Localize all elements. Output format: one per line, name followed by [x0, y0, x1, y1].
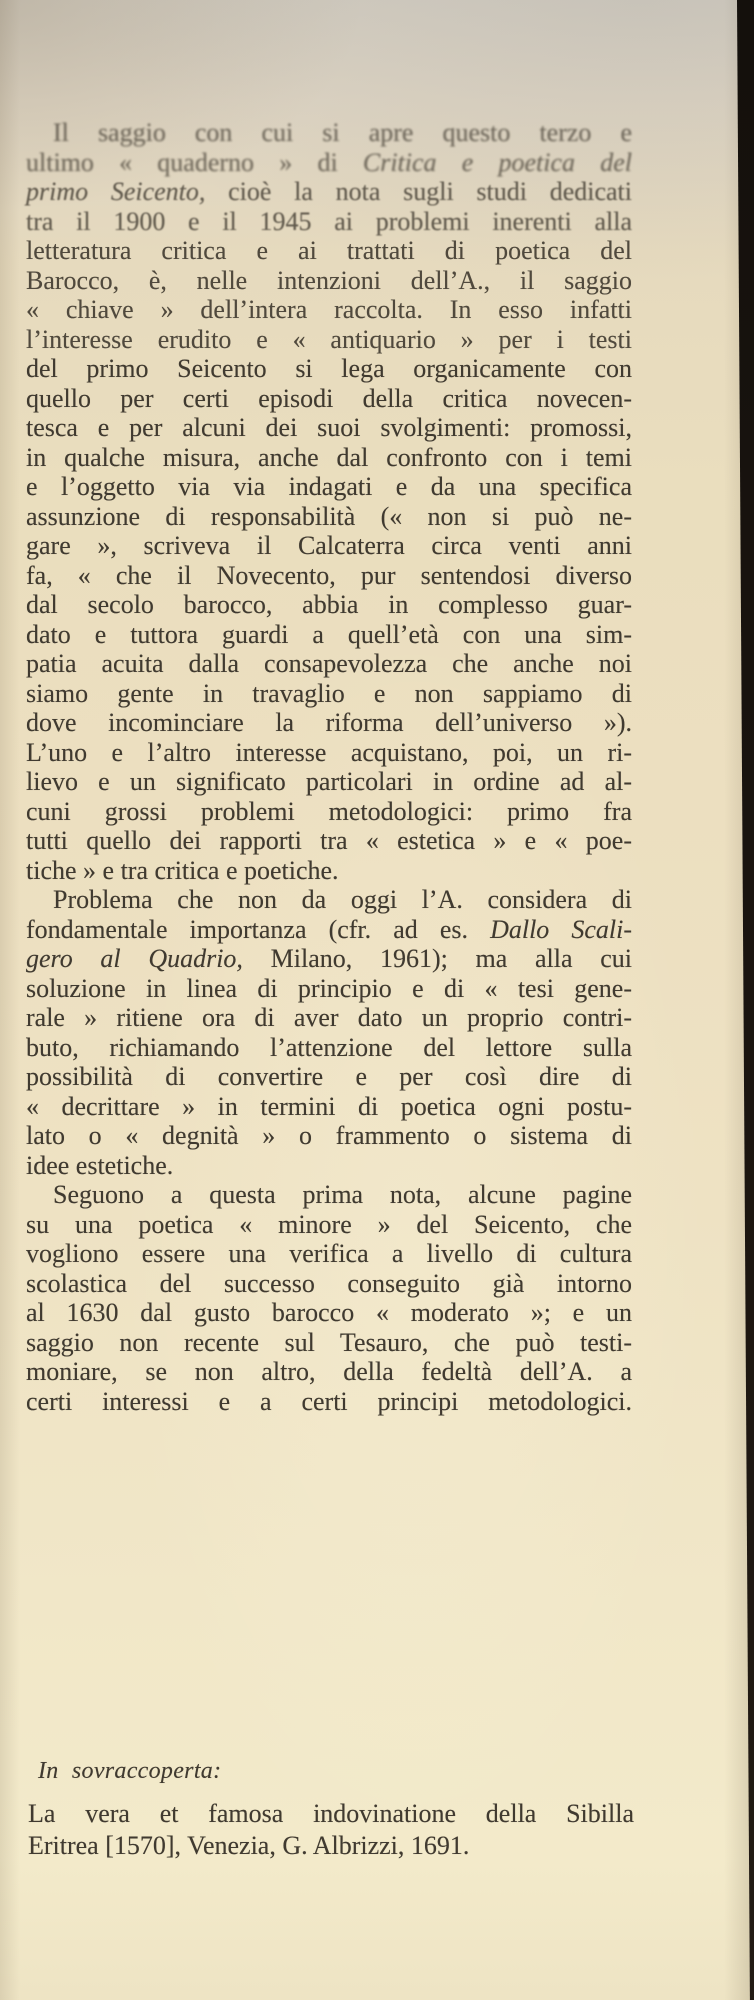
text-segment: siamo gente in travaglio e non sappiamo di [26, 678, 632, 708]
text-line [26, 354, 632, 384]
text-line [26, 502, 632, 532]
italic-text-segment: primo Seicento, [26, 177, 206, 206]
text-line [26, 1092, 632, 1122]
text-line [26, 1210, 632, 1240]
text-segment: La vera et famosa indovinatione della Sibilla [28, 1799, 634, 1828]
text-segment: Eritrea [1570], Venezia, G. Albrizzi, 1691. [28, 1831, 470, 1860]
text-segment: dal secolo barocco, abbia in complesso guar- [26, 590, 632, 619]
text-line [26, 472, 632, 502]
text-segment: tiche » e tra critica e poetiche. [26, 855, 339, 885]
text-line [26, 1151, 632, 1181]
text-segment: L’uno e l’altro interesse acquistano, poi, un ri- [26, 737, 632, 767]
text-line [26, 207, 632, 237]
text-segment: letteratura critica e ai trattati di poetica del [26, 236, 632, 265]
text-segment: saggio non recente sul Tesauro, che può testi- [26, 1327, 632, 1357]
text-segment: lievo e un significato particolari in ordine ad al- [26, 767, 632, 796]
text-segment: su una poetica « minore » del Seicento, che [26, 1209, 632, 1239]
text-segment: del primo Seicento si lega organicamente con [26, 354, 632, 383]
text-line [26, 384, 632, 414]
text-segment: Seguono a questa prima nota, alcune pagine [53, 1180, 632, 1209]
text-segment: dato e tuttora guardi a quell’età con una sim- [26, 619, 632, 649]
text-line [26, 148, 632, 178]
text-line [26, 708, 632, 738]
text-line [26, 679, 632, 709]
text-segment: e l’oggetto via via indagati e da una specifica [26, 472, 632, 501]
text-line [26, 295, 632, 325]
text-line [28, 1798, 634, 1830]
text-line [26, 915, 632, 945]
text-segment: Problema che non da oggi l’A. considera di [53, 885, 632, 914]
text-segment: scolastica del successo conseguito già intorno [26, 1268, 632, 1298]
text-segment: lato o « degnità » o frammento o sistema di [26, 1121, 632, 1150]
italic-text-segment: Dallo Scali- [490, 914, 632, 944]
text-line [26, 413, 632, 443]
text-line [26, 1121, 632, 1151]
text-line [26, 1062, 632, 1092]
text-line [26, 266, 632, 296]
text-line [26, 1387, 632, 1417]
text-line [26, 561, 632, 591]
text-segment: tutti quello dei rapporti tra « estetica » e « poe- [26, 826, 632, 855]
text-segment: cioè la nota sugli studi dedicati [205, 177, 633, 206]
text-segment: certi interessi e a certi principi metodologici. [26, 1386, 632, 1416]
text-segment: tesca e per alcuni dei suoi svolgimenti: promossi, [26, 413, 632, 442]
text-segment: Barocco, è, nelle intenzioni dell’A., il saggio [26, 265, 632, 295]
italic-text-segment: Critica e poetica del [362, 147, 632, 177]
text-segment: al 1630 dal gusto barocco « moderato »; e un [26, 1298, 632, 1327]
text-line [26, 1003, 632, 1033]
colophon-label: In sovraccoperta: [38, 1758, 222, 1784]
colophon [28, 1756, 634, 1862]
text-segment: Milano, 1961); ma alla cui [242, 944, 632, 973]
text-segment: idee estetiche. [26, 1150, 174, 1180]
text-segment: assunzione di responsabilità (« non si può ne- [26, 501, 632, 531]
text-segment: gare », scriveva il Calcaterra circa venti anni [26, 531, 632, 560]
text-segment: moniare, se non altro, della fedeltà dell’A. a [26, 1357, 632, 1386]
text-line [26, 1033, 632, 1063]
text-segment: vogliono essere una verifica a livello di cultura [26, 1239, 632, 1268]
text-segment: fondamentale importanza (cfr. ad es. [26, 914, 491, 944]
text-line [26, 177, 632, 207]
text-line [26, 944, 632, 974]
italic-text-segment: gero al Quadrio, [26, 944, 243, 973]
text-line [26, 118, 632, 148]
text-segment: quello per certi episodi della critica novecen- [26, 383, 632, 413]
text-line [26, 974, 632, 1004]
text-segment: dove incominciare la riforma dell’universo »). [26, 708, 632, 737]
text-line [26, 590, 632, 620]
text-segment: soluzione in linea di principio e di « tesi gene- [26, 973, 632, 1003]
text-line [26, 738, 632, 768]
text-segment: in qualche misura, anche dal confronto con i temi [26, 442, 632, 472]
text-line [26, 1269, 632, 1299]
text-line [26, 1298, 632, 1328]
text-segment: buto, richiamando l’attenzione del lettore sulla [26, 1032, 632, 1062]
text-line [26, 1239, 632, 1269]
text-segment: l’interesse erudito e « antiquario » per i testi [26, 324, 632, 354]
text-line [26, 236, 632, 266]
text-segment: Il saggio con cui si apre questo terzo e [53, 118, 632, 147]
text-line [28, 1830, 634, 1862]
text-line [26, 443, 632, 473]
colophon-text [28, 1798, 634, 1862]
text-line [26, 1180, 632, 1210]
text-line [26, 649, 632, 679]
text-segment: « chiave » dell’intera raccolta. In esso infatti [26, 295, 632, 324]
text-line [26, 767, 632, 797]
text-segment: ultimo « quaderno » di [26, 147, 363, 177]
text-line [26, 797, 632, 827]
text-segment: patia acuita dalla consapevolezza che anche noi [26, 649, 632, 678]
text-segment: cuni grossi problemi metodologici: primo fra [26, 796, 632, 826]
text-segment: fa, « che il Novecento, pur sentendosi diverso [26, 560, 632, 590]
text-line [26, 1328, 632, 1358]
text-line [26, 325, 632, 355]
text-line [26, 620, 632, 650]
text-segment: possibilità di convertire e per così dire di [26, 1062, 632, 1091]
text-line [26, 856, 632, 886]
text-line [26, 531, 632, 561]
body-text [26, 118, 632, 1416]
text-segment: rale » ritiene ora di aver dato un proprio contri- [26, 1003, 632, 1032]
text-segment: tra il 1900 e il 1945 ai problemi inerenti alla [26, 206, 632, 236]
text-line [26, 826, 632, 856]
book-edge-strip [737, 0, 754, 2000]
text-line [26, 885, 632, 915]
text-line [26, 1357, 632, 1387]
text-segment: « decrittare » in termini di poetica ogni postu- [26, 1091, 632, 1121]
